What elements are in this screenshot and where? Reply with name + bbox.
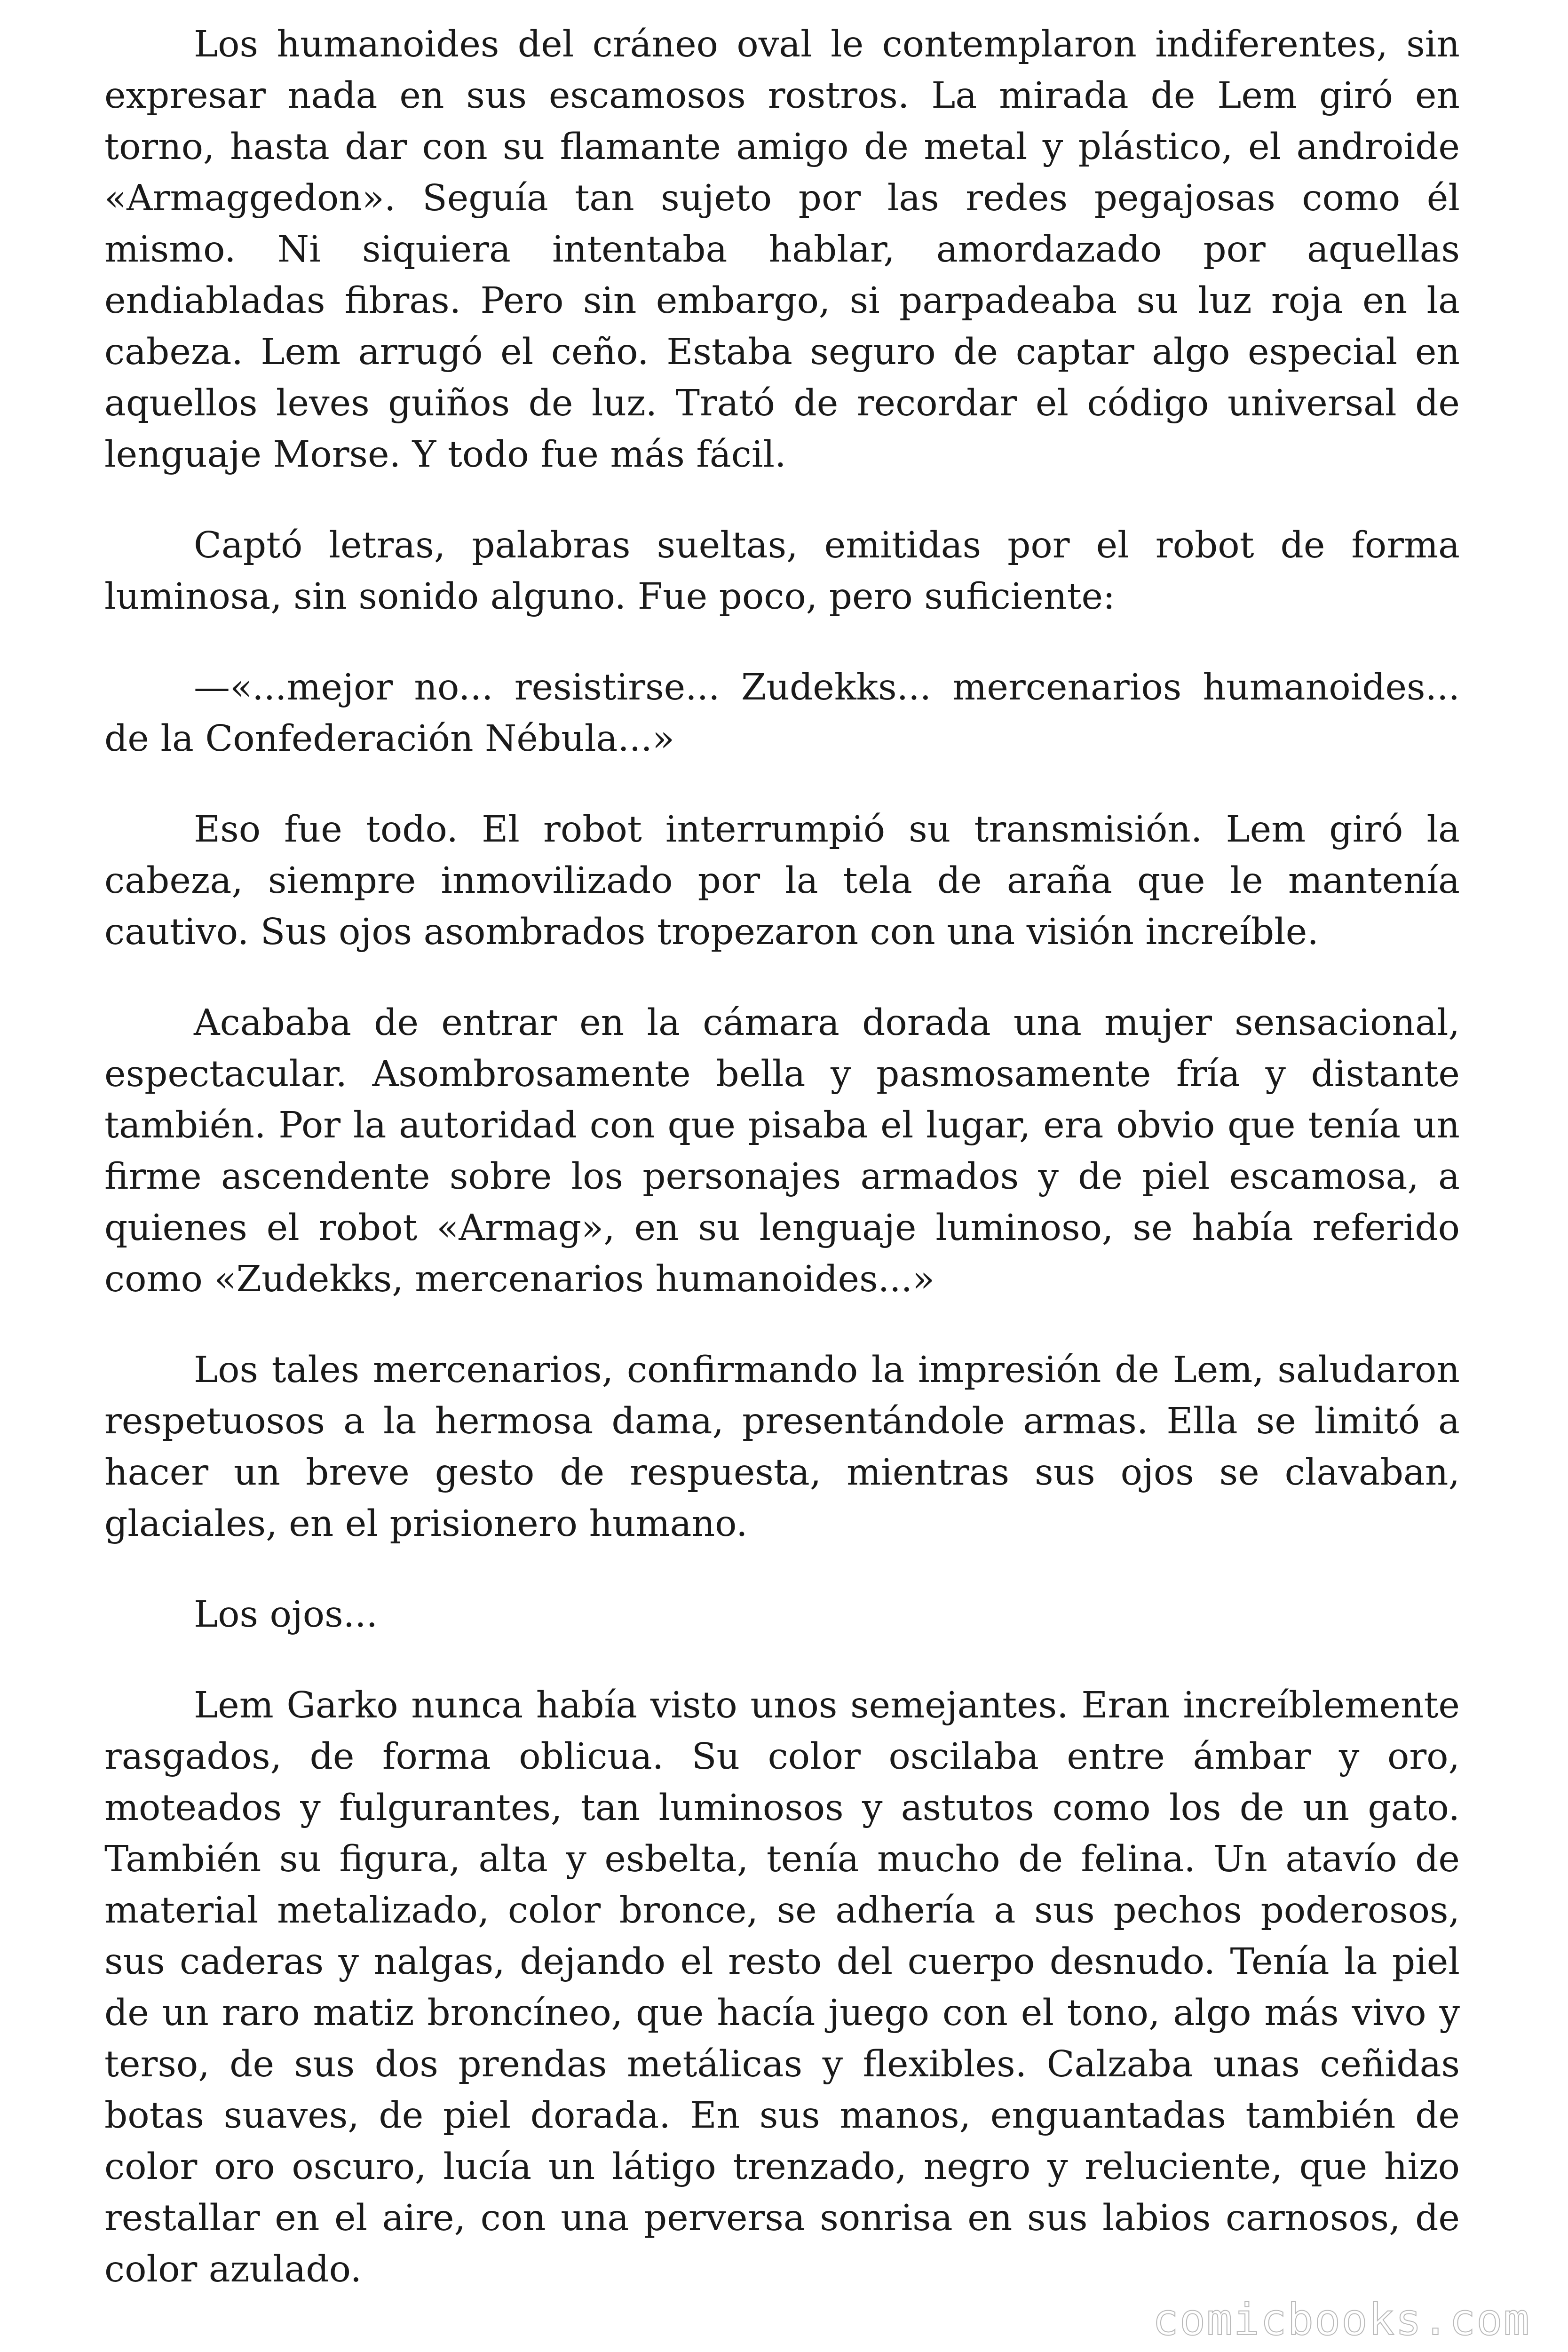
paragraph-8: Lem Garko nunca había visto unos semejantes. Eran increíblemente rasgados, de forma oblicua. Su color oscilaba entre ámbar y oro, moteados y fulgurantes, tan luminosos y astutos como los de un gato. También su figura, alta y esbelta, tenía mucho de felina. Un atavío de material metalizado, color bronce, se adhería a sus pechos poderosos, sus caderas y nalgas, dejando el resto del cuerpo desnudo. Tenía la piel de un raro matiz broncíneo, que hacía juego con el tono, algo más vivo y terso, de sus dos prendas metálicas y flexibles. Calzaba unas ceñidas botas suaves, de piel dorada. En sus manos, enguantadas también de color oro oscuro, lucía un látigo trenzado, negro y reluciente, que hizo restallar en el aire, con una perversa sonrisa en sus labios carnosos, de color azulado.: [104, 1685, 1460, 2290]
paragraph-5: Acababa de entrar en la cámara dorada una mujer sensacional, espectacular. Asombrosamente bella y pasmosamente fría y distante también. Por la autoridad con que pisaba el lugar, era obvio que tenía un firme ascendente sobre los personajes armados y de piel escamosa, a quienes el robot «Armag», en su lenguaje luminoso, se había referido como «Zudekks, mercenarios humanoides...»: [104, 1002, 1460, 1300]
watermark: comicbooks.com: [1152, 2295, 1530, 2345]
paragraph-3-dialogue: —«...mejor no... resistirse... Zudekks... mercenarios humanoides... de la Confederación Nébula...»: [104, 667, 1460, 760]
paragraph-2: Captó letras, palabras sueltas, emitidas por el robot de forma luminosa, sin sonido alguno. Fue poco, pero suficiente:: [104, 524, 1460, 618]
paragraph-1: Los humanoides del cráneo oval le contemplaron indiferentes, sin expresar nada en sus escamosos rostros. La mirada de Lem giró en torno, hasta dar con su flamante amigo de metal y plástico, el androide «Armaggedon». Seguía tan sujeto por las redes pegajosas como él mismo. Ni siquiera intentaba hablar, amordazado por aquellas endiabladas fibras. Pero sin embargo, si parpadeaba su luz roja en la cabeza. Lem arrugó el ceño. Estaba seguro de captar algo especial en aquellos leves guiños de luz. Trató de recordar el código universal de lenguaje Morse. Y todo fue más fácil.: [104, 24, 1460, 476]
paragraph-7: Los ojos...: [194, 1594, 378, 1636]
paragraph-4: Eso fue todo. El robot interrumpió su transmisión. Lem giró la cabeza, siempre inmovilizado por la tela de araña que le mantenía cautivo. Sus ojos asombrados tropezaron con una visión increíble.: [104, 809, 1460, 953]
page-body: [104, 19, 1460, 2335]
paragraph-6: Los tales mercenarios, confirmando la impresión de Lem, saludaron respetuosos a la hermosa dama, presentándole armas. Ella se limitó a hacer un breve gesto de respuesta, mientras sus ojos se clavaban, glaciales, en el prisionero humano.: [104, 1349, 1460, 1545]
